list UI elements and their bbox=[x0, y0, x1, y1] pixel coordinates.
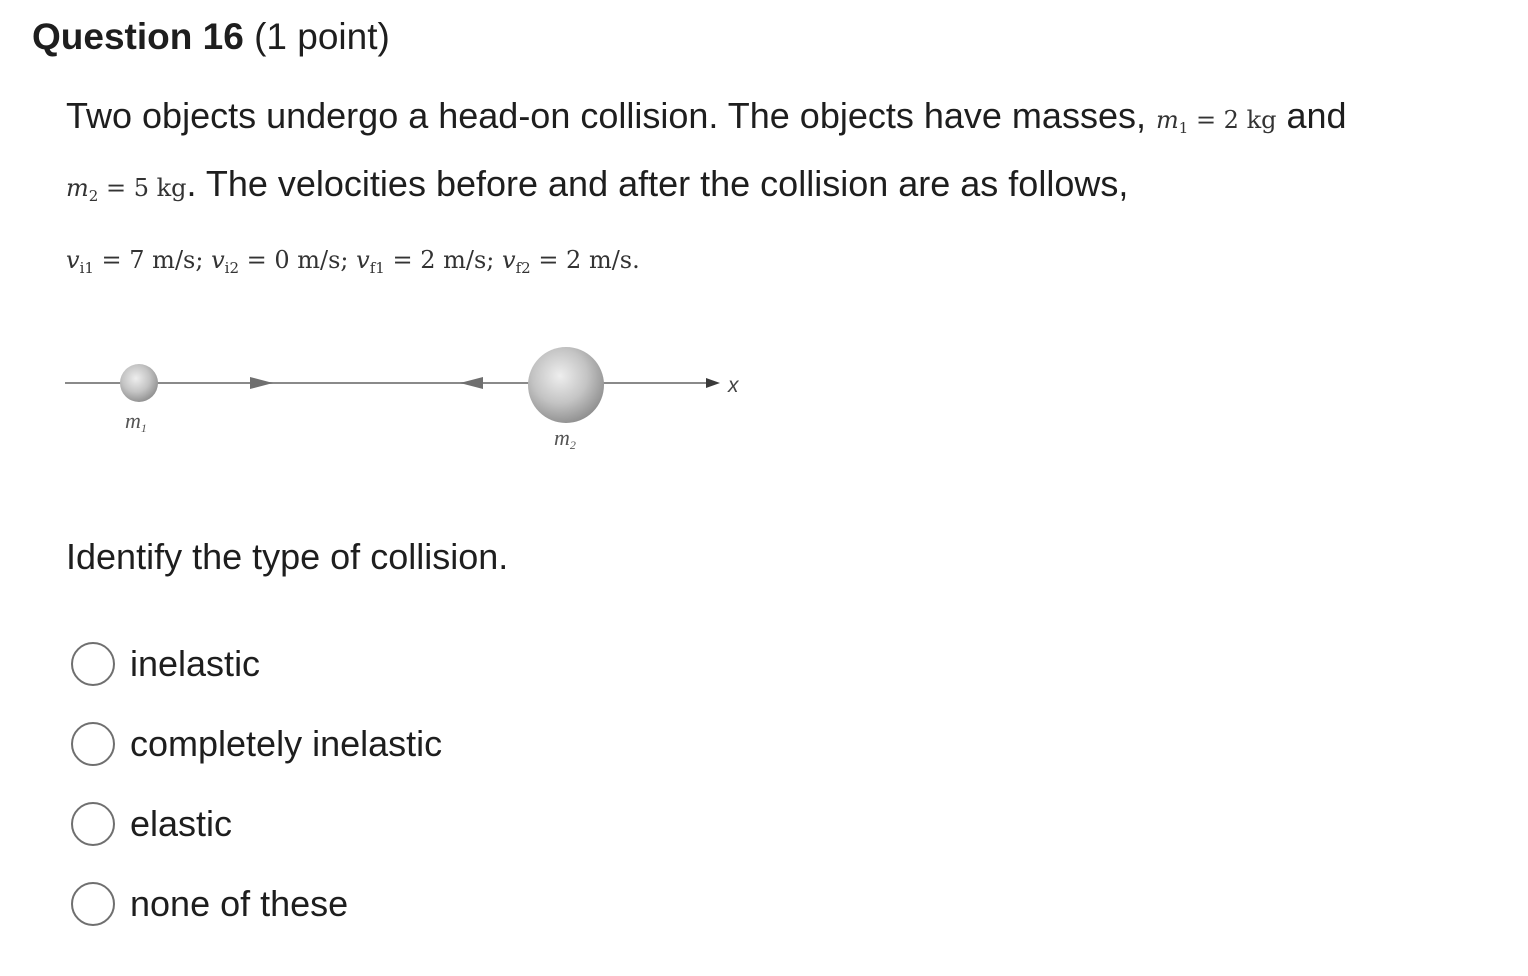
mass-2-label-subscript: 2 bbox=[569, 438, 576, 452]
vi2-value: = 0 m/s; bbox=[246, 246, 349, 274]
velocity-arrow-m2 bbox=[460, 377, 483, 389]
question-header bbox=[32, 14, 390, 60]
m1-value: = 2 kg bbox=[1195, 106, 1277, 134]
radio-button[interactable] bbox=[71, 642, 115, 686]
question-stem-line-1 bbox=[66, 94, 1347, 142]
vf2-subscript: f2 bbox=[515, 259, 531, 277]
m1-subscript: 1 bbox=[1178, 119, 1189, 137]
x-axis-label: x bbox=[728, 374, 739, 397]
mass-1-equation bbox=[1155, 106, 1277, 137]
velocities-equation-line bbox=[66, 234, 640, 282]
mass-2-ball bbox=[528, 347, 604, 423]
answer-option-none-of-these[interactable] bbox=[71, 880, 348, 928]
v-symbol: v bbox=[502, 246, 516, 274]
velocity-arrow-m1 bbox=[250, 377, 273, 389]
collision-figure bbox=[60, 330, 760, 460]
mass-1-label-symbol: m bbox=[125, 408, 141, 433]
answer-option-inelastic[interactable] bbox=[71, 640, 260, 688]
mass-1-ball bbox=[120, 364, 158, 402]
vf1-value: = 2 m/s; bbox=[392, 246, 495, 274]
mass-2-label bbox=[554, 425, 576, 452]
stem-text-1: Two objects undergo a head-on collision. The objects have masses, bbox=[66, 95, 1146, 136]
question-points: (1 point) bbox=[254, 16, 390, 57]
question-prompt: Identify the type of collision. bbox=[66, 536, 509, 577]
v-symbol: v bbox=[66, 246, 80, 274]
v-symbol: v bbox=[356, 246, 370, 274]
vi1-value: = 7 m/s; bbox=[101, 246, 204, 274]
collision-diagram bbox=[60, 330, 760, 465]
velocities-equation bbox=[66, 246, 640, 277]
mass-1-label bbox=[125, 408, 147, 435]
radio-button[interactable] bbox=[71, 802, 115, 846]
mass-1-label-subscript: 1 bbox=[140, 421, 147, 435]
answer-option-completely-inelastic[interactable] bbox=[71, 720, 442, 768]
mass-2-equation bbox=[66, 174, 187, 205]
question-title: Question 16 bbox=[32, 16, 244, 57]
x-axis-arrowhead bbox=[706, 378, 720, 388]
vi1-subscript: i1 bbox=[79, 259, 94, 277]
question-stem-line-2 bbox=[66, 162, 1128, 210]
m2-value: = 5 kg bbox=[105, 174, 187, 202]
vf1-subscript: f1 bbox=[369, 259, 385, 277]
v-symbol: v bbox=[211, 246, 225, 274]
answer-option-label[interactable]: completely inelastic bbox=[130, 723, 443, 764]
vf2-value: = 2 m/s. bbox=[538, 246, 640, 274]
m2-symbol: m bbox=[66, 174, 89, 202]
mass-2-label-symbol: m bbox=[554, 425, 570, 450]
radio-button[interactable] bbox=[71, 882, 115, 926]
answer-option-label[interactable]: none of these bbox=[130, 883, 349, 924]
answer-option-label[interactable]: elastic bbox=[130, 803, 233, 844]
m2-subscript: 2 bbox=[88, 187, 99, 205]
answer-option-elastic[interactable] bbox=[71, 800, 232, 848]
vi2-subscript: i2 bbox=[224, 259, 239, 277]
stem-text-2: . The velocities before and after the collision are as follows, bbox=[186, 163, 1129, 204]
m1-symbol: m bbox=[1155, 106, 1179, 134]
radio-button[interactable] bbox=[71, 722, 115, 766]
stem-text-and: and bbox=[1286, 95, 1347, 136]
answer-option-label[interactable]: inelastic bbox=[130, 643, 261, 684]
